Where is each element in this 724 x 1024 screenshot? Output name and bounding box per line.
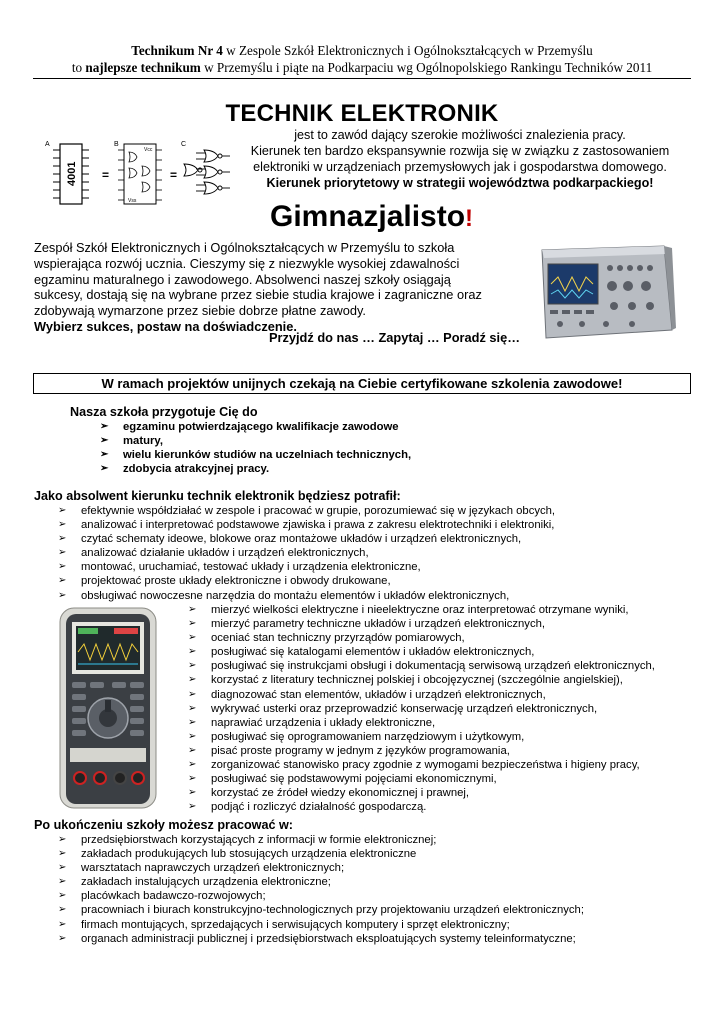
arrow-bullet-icon: ➢ xyxy=(188,730,197,742)
description-line: zdobywają wymarzone przez siebie dobrze płatne zawody. xyxy=(34,303,366,319)
prepare-list xyxy=(100,420,411,476)
list-item: ➢ pisać proste programy w jednym z języków programowania, xyxy=(188,744,510,757)
arrow-bullet-icon: ➢ xyxy=(188,787,197,799)
arrow-bullet-icon: ➢ xyxy=(58,519,67,531)
list-item: ➢ warsztatach naprawczych urządzeń elektronicznych; xyxy=(58,862,345,875)
arrow-bullet-icon: ➢ xyxy=(100,463,109,475)
oscilloscope-image xyxy=(536,244,676,342)
list-item: ➢ przedsiębiorstwach korzystających z informacji w formie elektronicznej; xyxy=(58,834,437,846)
jobs-heading: Po ukończeniu szkoły możesz pracować w: xyxy=(34,818,293,832)
arrow-bullet-icon: ➢ xyxy=(188,604,197,615)
description-line: egzaminu maturalnego i zawodowego. Absolwenci naszej szkoły osiągają xyxy=(34,271,451,287)
header-divider xyxy=(33,78,691,79)
school-description xyxy=(34,240,514,335)
page-title: TECHNIK ELEKTRONIK xyxy=(225,100,499,127)
arrow-bullet-icon: ➢ xyxy=(58,904,67,916)
arrow-bullet-icon: ➢ xyxy=(58,862,67,874)
eu-training-banner: W ramach projektów unijnych czekają na Ciebie certyfikowane szkolenia zawodowe! xyxy=(33,373,691,394)
priority-statement: Kierunek priorytetowy w strategii województwa podkarpackiego! xyxy=(266,176,654,190)
diagram-label-c: C xyxy=(181,141,187,148)
arrow-bullet-icon: ➢ xyxy=(188,618,197,630)
list-item: ➢ zakładach instalujących urządzenia elektroniczne; xyxy=(58,876,331,889)
list-item: ➢ korzystać z literatury technicznej polskiej i obcojęzycznej (szczególnie angielskiej), xyxy=(188,674,623,687)
chip-4001-diagram xyxy=(44,138,244,208)
arrow-bullet-icon: ➢ xyxy=(58,918,67,930)
arrow-bullet-icon: ➢ xyxy=(58,533,67,545)
motto: Wybierz sukces, postaw na doświadczenie. xyxy=(34,318,297,334)
arrow-bullet-icon: ➢ xyxy=(188,744,197,756)
invitation: Przyjdź do nas … Zapytaj … Poradź się… xyxy=(268,330,520,345)
arrow-bullet-icon: ➢ xyxy=(188,632,197,644)
list-item: ➢ placówkach badawczo-rozwojowych; xyxy=(58,890,266,903)
header-line-1 xyxy=(0,42,724,59)
list-item: ➢ korzystać ze źródeł wiedzy ekonomicznej i prawnej, xyxy=(188,787,470,800)
chip-b xyxy=(118,144,162,204)
list-item: ➢ zdobycia atrakcyjnej pracy. xyxy=(100,463,270,476)
arrow-bullet-icon: ➢ xyxy=(58,932,67,944)
list-item: ➢ diagnozować stan elementów, układów i urządzeń elektronicznych, xyxy=(188,688,546,701)
list-item: ➢ zorganizować stanowisko pracy zgodnie z wymogami bezpieczeństwa i higieny pracy, xyxy=(188,759,640,772)
arrow-bullet-icon: ➢ xyxy=(58,575,67,587)
list-item: ➢ montować, uruchamiać, testować układy i urządzenia elektroniczne, xyxy=(58,561,421,574)
skills-list-left xyxy=(58,504,555,603)
arrow-bullet-icon: ➢ xyxy=(58,890,67,902)
skills-heading: Jako absolwent kierunku technik elektronik będziesz potrafił: xyxy=(34,489,401,503)
list-item: ➢ mierzyć wielkości elektryczne i nieelektryczne oraz interpretować otrzymane wyniki, xyxy=(188,604,629,616)
gimnazjalisto-exclamation: ! xyxy=(465,205,474,232)
arrow-bullet-icon: ➢ xyxy=(58,848,67,860)
intro-line-1: jest to zawód dający szerokie możliwości znalezienia pracy. xyxy=(294,128,626,142)
list-item: ➢ matury, xyxy=(100,435,163,448)
list-item: ➢ posługiwać się podstawowymi pojęciami ekonomicznymi, xyxy=(188,773,497,786)
list-item: ➢ projektować proste układy elektroniczne i obwody drukowane, xyxy=(58,575,391,588)
list-item: ➢ mierzyć parametry techniczne układów i urządzeń elektronicznych, xyxy=(188,618,546,631)
chip-a xyxy=(53,144,89,204)
list-item: ➢ podjąć i rozliczyć działalność gospodarczą. xyxy=(188,801,427,814)
arrow-bullet-icon: ➢ xyxy=(188,716,197,728)
arrow-bullet-icon: ➢ xyxy=(188,688,197,700)
description-line: wspierająca rozwój ucznia. Cieszymy się z niezwykle wysokiej zdawalności xyxy=(34,255,460,271)
list-item: ➢ wielu kierunków studiów na uczelniach technicznych, xyxy=(100,449,412,462)
arrow-bullet-icon: ➢ xyxy=(58,589,67,601)
list-item: ➢ pracowniach i biurach konstrukcyjno-technologicznych przy projektowaniu urządzeń elektronicznych; xyxy=(58,904,584,917)
chip-number: 4001 xyxy=(66,161,78,186)
description-line: sukcesy, dostają się na wybrane przez siebie studia krajowe i zagraniczne oraz xyxy=(34,287,482,303)
list-item: ➢ posługiwać się katalogami elementów i układów elektronicznych, xyxy=(188,646,535,659)
arrow-bullet-icon: ➢ xyxy=(58,876,67,888)
vcc-label: Vcc xyxy=(144,147,153,153)
equals-sign-1: = xyxy=(102,168,110,182)
arrow-bullet-icon: ➢ xyxy=(188,674,197,686)
diagram-label-a: A xyxy=(45,141,50,148)
header-line-1-rest: w Zespole Szkół Elektronicznych i Ogólnokształcących w Przemyślu xyxy=(222,43,593,58)
list-item: ➢ oceniać stan techniczny przyrządów pomiarowych, xyxy=(188,632,465,645)
arrow-bullet-icon: ➢ xyxy=(58,561,67,573)
diagram-label-b: B xyxy=(114,141,119,148)
list-item: ➢ obsługiwać nowoczesne narzędzia do montażu elementów i układów elektronicznych, xyxy=(58,589,510,602)
arrow-bullet-icon: ➢ xyxy=(188,759,197,771)
school-name: Technikum Nr 4 xyxy=(131,43,223,58)
list-item: ➢ naprawiać urządzenia i układy elektroniczne, xyxy=(188,716,436,729)
vss-label: Vss xyxy=(128,198,137,204)
list-item: ➢ egzaminu potwierdzającego kwalifikacje zawodowe xyxy=(100,421,399,433)
arrow-bullet-icon: ➢ xyxy=(58,505,67,516)
list-item: ➢ posługiwać się instrukcjami obsługi i dokumentacją serwisową urządzeń elektronicznych, xyxy=(188,660,655,673)
intro-line-2: Kierunek ten bardzo ekspansywnie rozwija się w związku z zastosowaniem xyxy=(250,144,670,158)
skills-list-right xyxy=(188,603,655,814)
list-item: ➢ firmach montujących, sprzedających i serwisujących komputery i sprzęt elektroniczny; xyxy=(58,918,510,931)
arrow-bullet-icon: ➢ xyxy=(100,435,109,447)
list-item: ➢ analizować działanie układów i urządzeń elektronicznych, xyxy=(58,547,369,560)
description-line: Zespół Szkół Elektronicznych i Ogólnokształcących w Przemyślu to szkoła xyxy=(34,240,455,255)
list-item: ➢ zakładach produkujących lub stosujących urządzenia elektroniczne xyxy=(58,848,417,861)
list-item: ➢ posługiwać się oprogramowaniem narzędziowym i użytkowym, xyxy=(188,730,525,743)
list-item: ➢ analizować i interpretować podstawowe zjawiska i prawa z zakresu elektrotechniki i elektroniki, xyxy=(58,519,555,532)
arrow-bullet-icon: ➢ xyxy=(100,421,109,432)
prepare-heading: Nasza szkoła przygotuje Cię do xyxy=(70,405,258,419)
arrow-bullet-icon: ➢ xyxy=(188,660,197,672)
header-line-2-rest: w Przemyślu i piąte na Podkarpaciu wg Ogólnopolskiego Rankingu Techników 2011 xyxy=(200,60,653,75)
header-line-2 xyxy=(0,59,724,76)
list-item: ➢ efektywnie współdziałać w zespole i pracować w grupie, porozumiewać się w językach obcych, xyxy=(58,505,556,517)
header-line-2-pre: to xyxy=(71,60,86,75)
arrow-bullet-icon: ➢ xyxy=(188,773,197,785)
intro-line-3: elektroniki w urządzeniach przemysłowych jak i gospodarstwa domowego. xyxy=(253,160,667,174)
nor-gates xyxy=(184,150,230,194)
logic-gate-illustration xyxy=(44,138,244,208)
arrow-bullet-icon: ➢ xyxy=(58,547,67,559)
multimeter-image xyxy=(58,606,158,812)
equals-sign-2: = xyxy=(170,168,178,182)
arrow-bullet-icon: ➢ xyxy=(188,801,197,813)
arrow-bullet-icon: ➢ xyxy=(188,646,197,658)
list-item: ➢ czytać schematy ideowe, blokowe oraz montażowe układów i urządzeń elektronicznych, xyxy=(58,533,522,546)
gimnazjalisto-heading xyxy=(270,199,473,237)
arrow-bullet-icon: ➢ xyxy=(58,834,67,845)
arrow-bullet-icon: ➢ xyxy=(100,449,109,461)
gimnazjalisto-text: Gimnazjalisto xyxy=(270,200,466,233)
list-item: ➢ organach administracji publicznej i przedsiębiorstwach eksploatujących systemy teleinformatyczne; xyxy=(58,932,576,945)
list-item: ➢ wykrywać usterki oraz przeprowadzić konserwację urządzeń elektronicznych, xyxy=(188,702,598,715)
ranking-highlight: najlepsze technikum xyxy=(85,60,201,75)
arrow-bullet-icon: ➢ xyxy=(188,702,197,714)
jobs-list xyxy=(58,833,584,946)
